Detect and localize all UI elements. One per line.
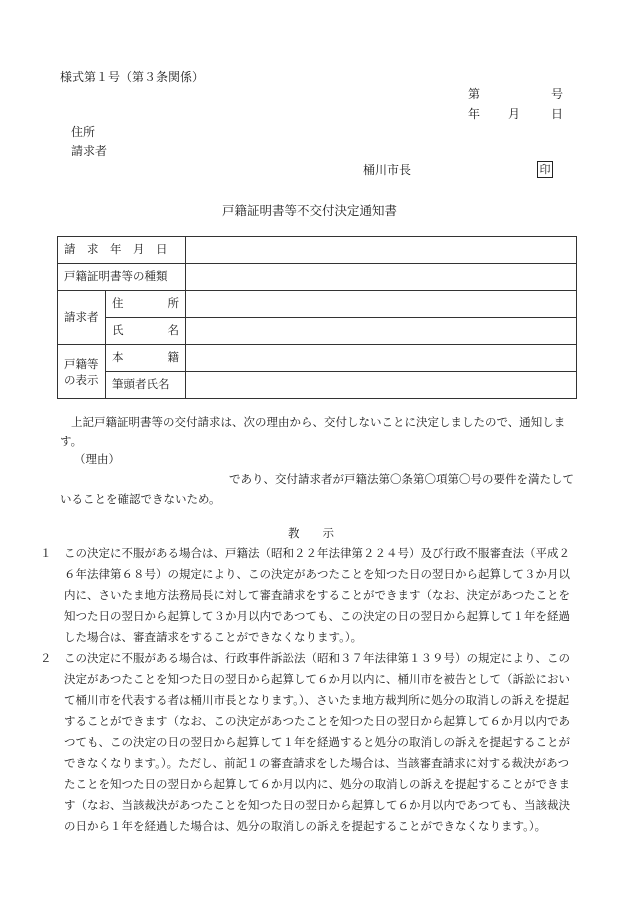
- body-line-2: す。: [60, 434, 83, 448]
- mayor-label: 桶川市長: [363, 163, 412, 177]
- table-row: [58, 264, 577, 291]
- instruction-item-2-number: ２: [40, 651, 52, 665]
- request-date-label: 請 求 年 月 日: [58, 237, 186, 264]
- date-day: 日: [551, 107, 564, 121]
- table-row: [58, 318, 577, 345]
- honseki-char-1: 本: [112, 350, 124, 365]
- instruction-item-2: [40, 648, 580, 838]
- honseki-value: [186, 345, 577, 372]
- requester-group-label: 請求者: [58, 291, 106, 345]
- register-label-line2: の表示: [64, 372, 99, 387]
- reason-line-1: であり、交付請求者が戸籍法第〇条第〇項第〇号の要件を満たして: [229, 472, 574, 486]
- table-row: [58, 291, 577, 318]
- instruction-item-1: [40, 543, 580, 648]
- register-label-line1: 戸籍等: [64, 356, 99, 371]
- instruction-item-2-text: この決定に不服がある場合は、行政事件訴訟法（昭和３７年法律第１３９号）の規定により、この決定があつたことを知つた日の翌日から起算して６か月以内に、桶川市を被告として（訴訟において桶川市を代表する者は桶川市長となります。）、さいたま地方裁判所に処分の取消しの訴えを提起することができます（なお、この決定があつたことを知つた日の翌日から起算して６か月以内であつても、この決定の日の翌日から起算して１年を経過すると処分の取消しの訴えを提起することができなくなります。）。ただし、前記１の審査請求をした場合は、当該審査請求に対する裁決があつたことを知つた日の翌日から起算して６か月以内に、処分の取消しの訴えを提起することができます（なお、当該裁決があつたことを知つた日の翌日から起算して６か月以内であつても、当該裁決の日から１年を経過した場合は、処分の取消しの訴えを提起することができなくなります。）。: [64, 651, 570, 833]
- body-line-1: 上記戸籍証明書等の交付請求は、次の理由から、交付しないことに決定しましたので、通知しま: [71, 415, 566, 429]
- table-row: [58, 372, 577, 399]
- cert-type-value: [186, 264, 577, 291]
- form-number: 様式第１号（第３条関係）: [60, 70, 205, 84]
- date-month: 月: [508, 107, 521, 121]
- address-label-cell: [106, 291, 186, 318]
- reason-label: （理由）: [74, 452, 120, 466]
- document-title: 戸籍証明書等不交付決定通知書: [222, 203, 398, 218]
- name-char-2: 名: [167, 323, 179, 338]
- doc-no-dai: 第: [468, 87, 481, 101]
- request-date-value: [186, 237, 577, 264]
- table-row: [58, 345, 577, 372]
- register-group-label: [58, 345, 106, 399]
- instruction-item-1-text: この決定に不服がある場合は、戸籍法（昭和２２年法律第２２４号）及び行政不服審査法（平成２６年法律第６８号）の規定により、この決定があつたことを知つた日の翌日から起算して３か月以内に、さいたま地方法務局長に対して審査請求をすることができます（なお、決定があつたことを知つた日の翌日から起算して３か月以内であつても、この決定の日の翌日から起算して１年を経過した場合は、審査請求をすることができなくなります。）。: [64, 546, 570, 644]
- honseki-char-2: 籍: [167, 350, 179, 365]
- name-char-1: 氏: [112, 323, 124, 338]
- address-value: [186, 291, 577, 318]
- instruction-item-1-number: １: [40, 546, 52, 560]
- honseki-label-cell: [106, 345, 186, 372]
- table-row: [58, 237, 577, 264]
- head-name-value: [186, 372, 577, 399]
- head-name-label: 筆頭者氏名: [106, 372, 186, 399]
- name-value: [186, 318, 577, 345]
- date-year: 年: [468, 107, 481, 121]
- reason-line-2: いることを確認できないため。: [60, 492, 221, 506]
- requester-label: 請求者: [71, 144, 108, 158]
- address-char-1: 住: [112, 296, 124, 311]
- seal-mark: 印: [537, 161, 553, 178]
- name-label-cell: [106, 318, 186, 345]
- address-char-2: 所: [167, 296, 179, 311]
- address-label: 住所: [71, 125, 96, 139]
- request-form-table: [57, 236, 577, 399]
- doc-no-go: 号: [551, 87, 564, 101]
- cert-type-label: 戸籍証明書等の種類: [58, 264, 186, 291]
- instruction-heading: 教 示: [288, 526, 334, 540]
